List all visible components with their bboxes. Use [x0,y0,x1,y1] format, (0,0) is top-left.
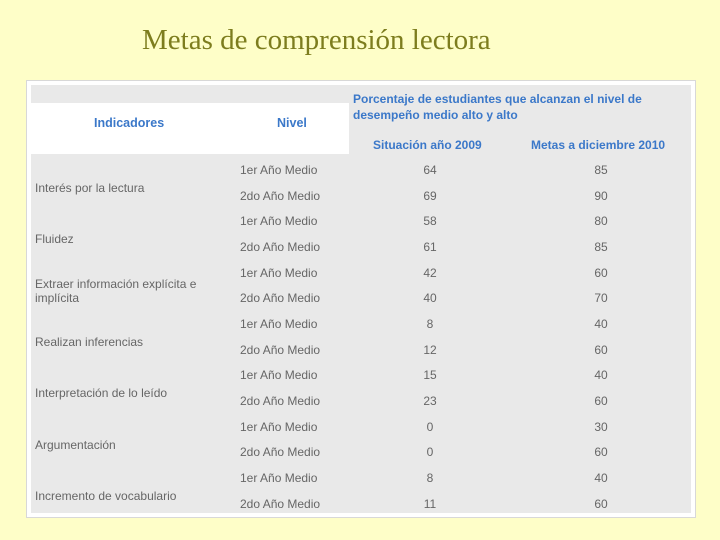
level-label: 1er Año Medio [240,265,318,280]
header-porcentaje-text: Porcentaje de estudiantes que alcanzan el nivel de desempeño [353,92,642,122]
level-label: 1er Año Medio [240,163,318,177]
metas-2010-value: 40 [594,316,608,331]
metas-2010-value: 60 [594,496,608,511]
situacion-2009-value: 15 [423,368,437,383]
header-porcentaje-bold: medio alto y alto [423,108,518,122]
metas-2010-value: 70 [594,291,608,306]
situacion-2009-value: 0 [426,445,434,460]
indicator-label: Argumentación [35,437,116,452]
indicator-label: Extraer información explícita e implícita [35,276,197,305]
situacion-2009-value: 40 [423,291,437,306]
metas-2010-value: 90 [594,188,608,203]
table-body [31,85,691,513]
metas-2010-value: 60 [594,445,608,460]
level-label: 2do Año Medio [240,496,321,511]
metas-2010-value: 85 [594,240,608,255]
metas-2010-value: 30 [594,419,608,434]
indicator-label: Interpretación de lo leído [35,386,168,401]
level-label: 2do Año Medio [240,188,321,203]
header-metas-2010: Metas a diciembre 2010 [531,138,666,152]
indicator-label: Realizan inferencias [35,334,144,349]
header-nivel: Nivel [277,116,307,130]
level-label: 1er Año Medio [240,316,318,331]
header-indicadores: Indicadores [94,116,165,130]
metas-2010-value: 60 [594,265,608,280]
situacion-2009-value: 58 [423,214,437,229]
indicator-label: Fluidez [35,232,74,247]
indicator-label: Incremento de vocabulario [35,488,177,503]
situacion-2009-value: 11 [423,496,437,511]
level-label: 1er Año Medio [240,419,318,434]
metas-2010-value: 40 [594,368,608,383]
goals-table [26,80,696,518]
situacion-2009-value: 64 [423,163,437,177]
level-label: 2do Año Medio [240,291,321,306]
situacion-2009-value: 8 [426,470,434,485]
metas-2010-value: 60 [594,394,608,408]
header-porcentaje [353,91,683,123]
header-situacion-2009: Situación año 2009 [373,138,482,152]
level-label: 2do Año Medio [240,445,321,460]
metas-2010-value: 85 [594,163,608,177]
level-label: 2do Año Medio [240,240,321,255]
level-label: 1er Año Medio [240,368,318,383]
level-label: 2do Año Medio [240,394,321,408]
metas-2010-value: 60 [594,342,608,357]
level-label: 2do Año Medio [240,342,321,357]
situacion-2009-value: 42 [423,265,437,280]
situacion-2009-value: 61 [423,240,437,255]
metas-2010-value: 80 [594,214,608,229]
situacion-2009-value: 23 [423,394,437,408]
level-label: 1er Año Medio [240,470,318,485]
situacion-2009-value: 69 [423,188,437,203]
situacion-2009-value: 8 [426,316,434,331]
metas-2010-value: 40 [594,470,608,485]
indicator-label: Interés por la lectura [35,181,145,195]
situacion-2009-value: 0 [426,419,434,434]
slide-title: Metas de comprensión lectora [142,24,491,56]
level-label: 1er Año Medio [240,214,318,229]
situacion-2009-value: 12 [423,342,437,357]
